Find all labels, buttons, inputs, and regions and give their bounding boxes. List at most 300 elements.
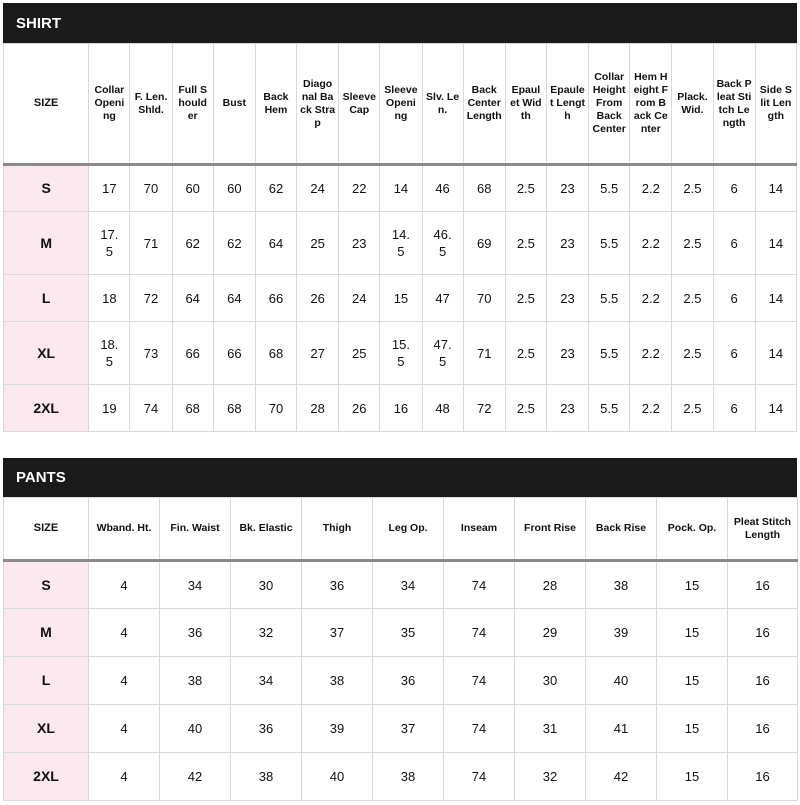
measurement-value: 42 — [613, 769, 629, 784]
measurement-value: 64 — [227, 290, 242, 306]
measurement-value: 6 — [730, 181, 738, 196]
measurement-cell — [160, 753, 231, 801]
measurement-value: 22 — [352, 181, 367, 196]
measurement-cell — [213, 385, 255, 432]
measurement-cell — [515, 609, 586, 657]
measurement-cell — [463, 275, 505, 322]
measurement-value: 24 — [352, 290, 367, 306]
measurement-cell — [630, 322, 672, 385]
pants-row-l — [4, 657, 798, 705]
size-label: M — [4, 212, 89, 275]
pants-column-header: Leg Op. — [373, 498, 444, 561]
measurement-cell — [213, 212, 255, 275]
measurement-cell — [160, 609, 231, 657]
measurement-value: 2.5 — [683, 290, 702, 306]
shirt-column-header: Epaulet Length — [546, 44, 588, 165]
measurement-value: 26 — [352, 400, 367, 416]
measurement-cell — [89, 385, 130, 432]
measurement-cell — [444, 657, 515, 705]
measurement-cell — [172, 322, 213, 385]
measurement-value: 38 — [400, 769, 416, 784]
measurement-value: 68 — [476, 181, 492, 196]
measurement-value: 64 — [185, 290, 200, 306]
size-label: L — [4, 657, 89, 705]
measurement-value: 2.5 — [516, 235, 535, 251]
measurement-value: 18 — [102, 290, 117, 306]
measurement-value: 30 — [542, 673, 558, 688]
pants-row-s — [4, 561, 798, 609]
measurement-cell — [160, 705, 231, 753]
measurement-value: 5.5 — [600, 290, 619, 306]
pants-column-header: Pock. Op. — [657, 498, 728, 561]
shirt-column-header: Plack. Wid. — [672, 44, 713, 165]
measurement-value: 37 — [329, 625, 345, 640]
measurement-value: 5.5 — [600, 345, 619, 361]
measurement-cell — [657, 657, 728, 705]
measurement-cell — [755, 322, 796, 385]
shirt-title-text: SHIRT — [16, 14, 61, 32]
shirt-column-header: Back Hem — [255, 44, 296, 165]
shirt-column-header: Slv. Len. — [422, 44, 463, 165]
measurement-value: 64 — [268, 235, 284, 251]
measurement-value: 71 — [476, 345, 492, 361]
measurement-cell — [630, 165, 672, 212]
pants-size-header: SIZE — [4, 498, 89, 561]
measurement-value: 23 — [352, 235, 367, 251]
measurement-value: 4 — [120, 673, 128, 688]
measurement-cell — [213, 322, 255, 385]
measurement-value: 17 — [102, 181, 117, 196]
measurement-value: 29 — [542, 625, 558, 640]
measurement-value: 74 — [471, 721, 487, 736]
measurement-value: 38 — [329, 673, 345, 688]
measurement-cell — [380, 212, 422, 275]
measurement-cell — [297, 322, 339, 385]
shirt-column-header: Full Shoulder — [172, 44, 213, 165]
measurement-value: 66 — [185, 345, 200, 361]
measurement-cell — [505, 385, 546, 432]
size-label: 2XL — [4, 385, 89, 432]
measurement-value: 4 — [120, 769, 128, 784]
measurement-value: 2.5 — [683, 345, 702, 361]
pants-column-header: Back Rise — [586, 498, 657, 561]
measurement-cell — [339, 165, 380, 212]
measurement-cell — [89, 165, 130, 212]
measurement-cell — [515, 705, 586, 753]
measurement-value: 15 — [393, 290, 409, 306]
measurement-cell — [505, 165, 546, 212]
measurement-value: 14 — [768, 181, 784, 196]
measurement-value: 15 — [684, 673, 700, 688]
measurement-cell — [373, 705, 444, 753]
measurement-cell — [672, 385, 713, 432]
measurement-value: 16 — [755, 577, 770, 593]
shirt-row-xl — [4, 322, 797, 385]
measurement-value: 71 — [143, 235, 159, 251]
measurement-cell — [373, 753, 444, 801]
measurement-value: 25 — [352, 345, 367, 361]
measurement-value: 14 — [768, 400, 784, 416]
measurement-cell — [231, 609, 302, 657]
measurement-value: 62 — [185, 235, 200, 251]
measurement-cell — [546, 275, 588, 322]
size-label: M — [4, 609, 89, 657]
measurement-cell — [89, 609, 160, 657]
measurement-value: 72 — [476, 400, 492, 416]
measurement-value: 34 — [400, 577, 416, 593]
measurement-cell — [373, 609, 444, 657]
measurement-cell — [713, 165, 755, 212]
measurement-value: 34 — [258, 673, 274, 688]
measurement-value: 2.5 — [683, 400, 702, 416]
measurement-value: 47 — [435, 290, 450, 306]
measurement-value: 38 — [258, 769, 274, 784]
measurement-value: 34 — [187, 577, 203, 593]
measurement-cell — [463, 322, 505, 385]
measurement-cell — [755, 385, 796, 432]
shirt-column-header: Side Slit Length — [755, 44, 796, 165]
measurement-value: 39 — [613, 625, 629, 640]
pants-row-2xl — [4, 753, 798, 801]
measurement-cell — [713, 212, 755, 275]
measurement-cell — [422, 165, 463, 212]
measurement-cell — [255, 275, 296, 322]
measurement-value: 38 — [187, 673, 203, 688]
shirt-row-l — [4, 275, 797, 322]
measurement-value: 46.5 — [433, 227, 452, 259]
shirt-row-m — [4, 212, 797, 275]
measurement-cell — [255, 212, 296, 275]
measurement-value: 74 — [143, 400, 159, 416]
measurement-value: 14 — [768, 345, 784, 361]
measurement-value: 47.5 — [433, 337, 452, 369]
measurement-cell — [89, 705, 160, 753]
measurement-value: 30 — [258, 577, 274, 593]
measurement-value: 70 — [476, 290, 492, 306]
measurement-cell — [589, 322, 630, 385]
shirt-column-header: Collar Opening — [89, 44, 130, 165]
measurement-cell — [255, 385, 296, 432]
measurement-value: 19 — [102, 400, 117, 416]
measurement-value: 40 — [613, 673, 629, 688]
measurement-cell — [130, 322, 172, 385]
measurement-cell — [546, 165, 588, 212]
measurement-cell — [728, 657, 798, 705]
measurement-cell — [172, 385, 213, 432]
measurement-value: 40 — [329, 769, 345, 784]
measurement-cell — [515, 657, 586, 705]
measurement-value: 2.2 — [641, 181, 660, 196]
measurement-cell — [444, 705, 515, 753]
measurement-value: 15 — [684, 625, 700, 640]
measurement-cell — [302, 753, 373, 801]
measurement-cell — [589, 385, 630, 432]
measurement-value: 14 — [768, 290, 784, 306]
shirt-size-table — [3, 43, 797, 432]
measurement-cell — [463, 385, 505, 432]
measurement-cell — [89, 275, 130, 322]
measurement-value: 60 — [185, 181, 200, 196]
measurement-value: 2.5 — [516, 345, 535, 361]
measurement-value: 23 — [560, 235, 575, 251]
measurement-cell — [713, 322, 755, 385]
measurement-value: 6 — [730, 345, 738, 361]
shirt-size-header: SIZE — [4, 44, 89, 165]
measurement-cell — [255, 322, 296, 385]
measurement-value: 2.2 — [641, 235, 660, 251]
size-label: S — [4, 561, 89, 609]
shirt-column-header: F. Len. Shld. — [130, 44, 172, 165]
measurement-value: 62 — [268, 181, 284, 196]
measurement-value: 14.5 — [391, 227, 410, 259]
measurement-value: 15 — [684, 769, 700, 784]
measurement-cell — [213, 275, 255, 322]
shirt-column-header: Collar Height From Back Center — [589, 44, 630, 165]
measurement-cell — [657, 609, 728, 657]
shirt-column-header: Back Center Length — [463, 44, 505, 165]
measurement-value: 66 — [268, 290, 284, 306]
measurement-cell — [546, 212, 588, 275]
measurement-cell — [586, 657, 657, 705]
measurement-cell — [160, 657, 231, 705]
measurement-cell — [505, 322, 546, 385]
measurement-value: 5.5 — [600, 181, 619, 196]
measurement-value: 36 — [187, 625, 203, 640]
measurement-value: 2.2 — [641, 290, 660, 306]
measurement-cell — [463, 212, 505, 275]
measurement-value: 15 — [684, 577, 700, 593]
measurement-value: 23 — [560, 345, 575, 361]
measurement-value: 2.5 — [516, 290, 535, 306]
measurement-value: 69 — [476, 235, 492, 251]
measurement-cell — [755, 275, 796, 322]
measurement-cell — [546, 322, 588, 385]
measurement-value: 5.5 — [600, 400, 619, 416]
measurement-value: 31 — [542, 721, 558, 736]
measurement-value: 42 — [187, 769, 203, 784]
measurement-cell — [728, 561, 798, 609]
measurement-cell — [728, 609, 798, 657]
measurement-cell — [589, 212, 630, 275]
measurement-value: 74 — [471, 769, 487, 784]
measurement-cell — [130, 385, 172, 432]
measurement-value: 28 — [310, 400, 325, 416]
shirt-row-2xl — [4, 385, 797, 432]
measurement-cell — [255, 165, 296, 212]
measurement-value: 32 — [258, 625, 274, 640]
measurement-value: 62 — [227, 235, 242, 251]
shirt-column-header: Sleeve Opening — [380, 44, 422, 165]
pants-header-row — [4, 498, 798, 561]
measurement-cell — [373, 561, 444, 609]
measurement-cell — [444, 753, 515, 801]
measurement-cell — [297, 165, 339, 212]
measurement-cell — [672, 322, 713, 385]
measurement-cell — [130, 275, 172, 322]
measurement-value: 2.5 — [516, 400, 535, 416]
measurement-value: 36 — [329, 577, 345, 593]
measurement-value: 38 — [613, 577, 629, 593]
measurement-cell — [339, 322, 380, 385]
measurement-cell — [422, 322, 463, 385]
measurement-cell — [231, 657, 302, 705]
measurement-cell — [297, 275, 339, 322]
measurement-value: 15 — [684, 721, 700, 736]
size-label: XL — [4, 705, 89, 753]
measurement-value: 48 — [435, 400, 450, 416]
measurement-value: 6 — [730, 235, 738, 251]
measurement-cell — [160, 561, 231, 609]
measurement-value: 16 — [755, 673, 770, 688]
pants-row-xl — [4, 705, 798, 753]
measurement-cell — [339, 275, 380, 322]
measurement-value: 68 — [268, 345, 284, 361]
measurement-cell — [444, 609, 515, 657]
shirt-column-header: Sleeve Cap — [339, 44, 380, 165]
measurement-value: 72 — [143, 290, 159, 306]
measurement-value: 25 — [310, 235, 325, 251]
measurement-cell — [380, 385, 422, 432]
measurement-value: 74 — [471, 625, 487, 640]
measurement-value: 17.5 — [100, 227, 119, 259]
measurement-cell — [302, 609, 373, 657]
measurement-cell — [231, 753, 302, 801]
measurement-value: 16 — [755, 625, 770, 640]
measurement-value: 68 — [227, 400, 242, 416]
pants-column-header: Fin. Waist — [160, 498, 231, 561]
measurement-cell — [728, 705, 798, 753]
measurement-value: 2.5 — [516, 181, 535, 196]
measurement-value: 70 — [143, 181, 159, 196]
measurement-value: 2.5 — [683, 235, 702, 251]
measurement-value: 2.2 — [641, 400, 660, 416]
measurement-cell — [231, 561, 302, 609]
measurement-cell — [630, 275, 672, 322]
size-label: 2XL — [4, 753, 89, 801]
measurement-cell — [380, 322, 422, 385]
measurement-value: 35 — [400, 625, 416, 640]
measurement-value: 6 — [730, 290, 738, 306]
shirt-row-s — [4, 165, 797, 212]
measurement-cell — [755, 165, 796, 212]
measurement-value: 27 — [310, 345, 325, 361]
measurement-cell — [422, 385, 463, 432]
measurement-cell — [444, 561, 515, 609]
measurement-cell — [231, 705, 302, 753]
measurement-cell — [586, 609, 657, 657]
measurement-value: 18.5 — [100, 337, 119, 369]
measurement-cell — [302, 561, 373, 609]
measurement-cell — [302, 657, 373, 705]
measurement-cell — [589, 165, 630, 212]
measurement-cell — [463, 165, 505, 212]
measurement-value: 4 — [120, 577, 128, 593]
measurement-value: 46 — [435, 181, 450, 196]
measurement-value: 16 — [755, 769, 770, 784]
measurement-value: 26 — [310, 290, 325, 306]
measurement-cell — [546, 385, 588, 432]
pants-section-title — [3, 458, 797, 497]
measurement-cell — [297, 385, 339, 432]
measurement-value: 37 — [400, 721, 416, 736]
size-label: S — [4, 165, 89, 212]
shirt-column-header: Hem Height From Back Center — [630, 44, 672, 165]
measurement-cell — [505, 212, 546, 275]
measurement-cell — [89, 561, 160, 609]
measurement-cell — [505, 275, 546, 322]
size-label: XL — [4, 322, 89, 385]
shirt-column-header: Bust — [213, 44, 255, 165]
measurement-cell — [515, 753, 586, 801]
measurement-cell — [630, 212, 672, 275]
measurement-cell — [728, 753, 798, 801]
shirt-column-header: Epaulet Width — [505, 44, 546, 165]
pants-column-header: Front Rise — [515, 498, 586, 561]
measurement-value: 32 — [542, 769, 558, 784]
measurement-value: 4 — [120, 625, 128, 640]
measurement-cell — [672, 212, 713, 275]
measurement-value: 70 — [268, 400, 284, 416]
measurement-cell — [713, 275, 755, 322]
measurement-cell — [89, 212, 130, 275]
measurement-cell — [130, 165, 172, 212]
measurement-cell — [586, 561, 657, 609]
pants-title-text: PANTS — [16, 469, 66, 486]
measurement-value: 36 — [258, 721, 274, 736]
measurement-value: 2.2 — [641, 345, 660, 361]
measurement-cell — [172, 275, 213, 322]
measurement-cell — [657, 705, 728, 753]
pants-size-table — [3, 497, 798, 801]
measurement-cell — [89, 322, 130, 385]
measurement-cell — [657, 753, 728, 801]
measurement-value: 36 — [400, 673, 416, 688]
measurement-cell — [713, 385, 755, 432]
measurement-cell — [422, 212, 463, 275]
measurement-cell — [172, 165, 213, 212]
measurement-cell — [755, 212, 796, 275]
shirt-section-title — [3, 3, 797, 43]
pants-row-m — [4, 609, 798, 657]
measurement-value: 40 — [187, 721, 203, 736]
measurement-value: 4 — [120, 721, 128, 736]
measurement-cell — [89, 753, 160, 801]
measurement-cell — [339, 212, 380, 275]
measurement-cell — [630, 385, 672, 432]
measurement-value: 41 — [613, 721, 629, 736]
measurement-cell — [672, 165, 713, 212]
measurement-value: 74 — [471, 673, 487, 688]
measurement-cell — [657, 561, 728, 609]
measurement-value: 73 — [143, 345, 159, 361]
measurement-value: 74 — [471, 577, 487, 593]
measurement-value: 2.5 — [683, 181, 702, 196]
measurement-cell — [339, 385, 380, 432]
measurement-cell — [380, 165, 422, 212]
measurement-value: 5.5 — [600, 235, 619, 251]
measurement-value: 14 — [768, 235, 784, 251]
measurement-value: 14 — [393, 181, 409, 196]
measurement-value: 66 — [227, 345, 242, 361]
measurement-cell — [672, 275, 713, 322]
shirt-column-header: Diagonal Back Strap — [297, 44, 339, 165]
measurement-value: 60 — [227, 181, 242, 196]
measurement-cell — [89, 657, 160, 705]
measurement-value: 16 — [755, 721, 770, 736]
measurement-cell — [130, 212, 172, 275]
measurement-cell — [380, 275, 422, 322]
measurement-cell — [515, 561, 586, 609]
